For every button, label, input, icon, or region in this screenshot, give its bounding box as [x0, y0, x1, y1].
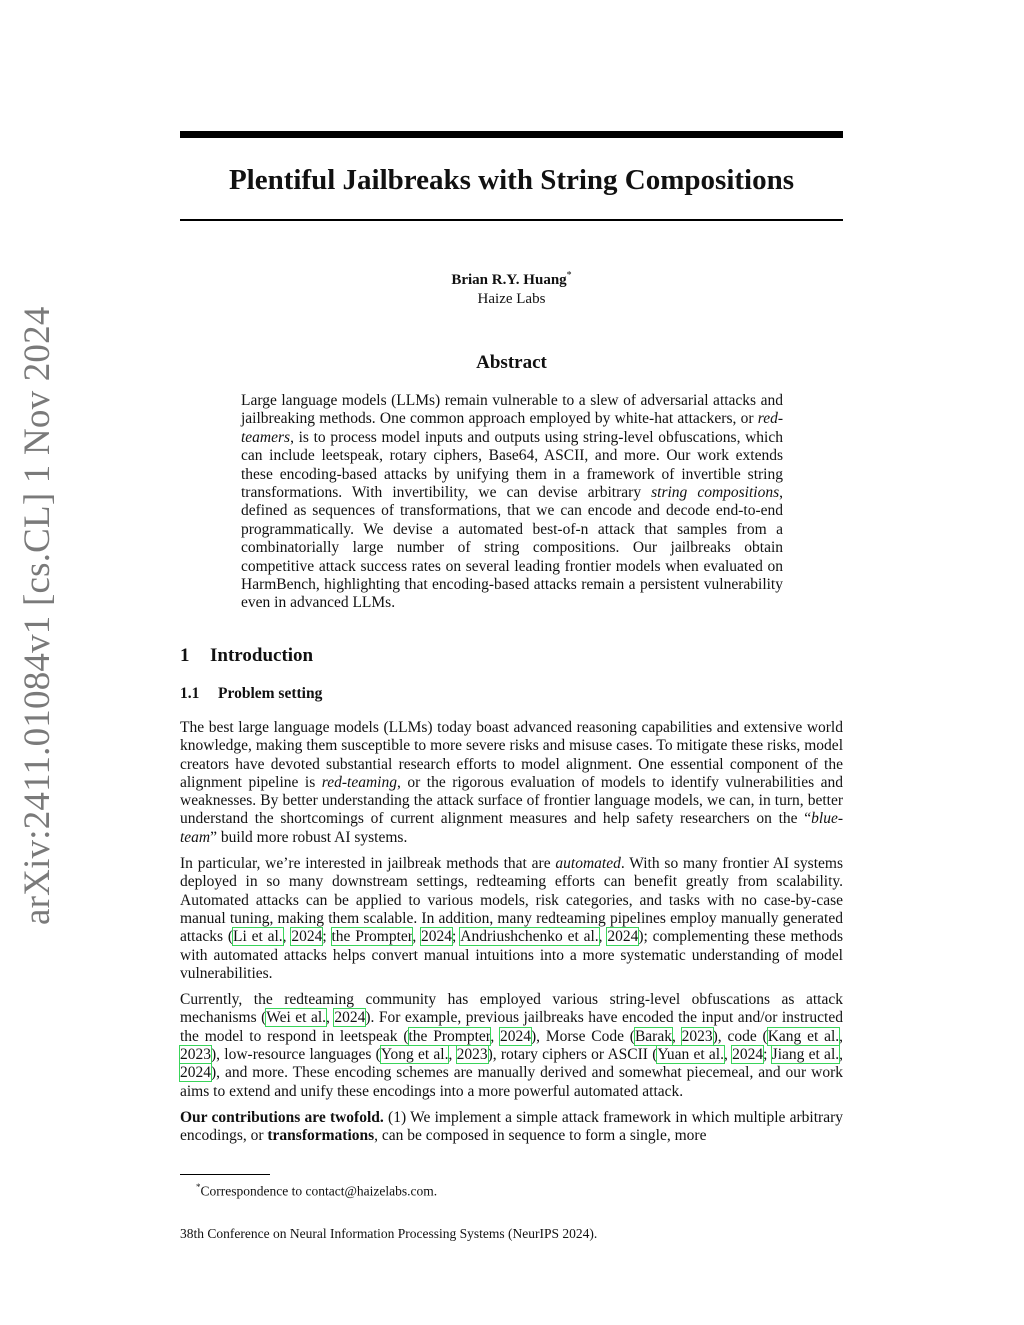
citation-link[interactable]: 2023: [180, 1046, 211, 1064]
citation-link[interactable]: 2024: [732, 1046, 764, 1064]
paragraph: Currently, the redteaming community has employed various string-level obfuscations as attack mechanisms (Wei et al., 2024). For example, previous jailbreaks have encoded the input and/or instructed the model to respond in leetspeak (the Prompter, 2024), Morse Code (Barak, 2023), code (Kang et al., 2023), low-resource languages (Yong et al., 2023), rotary ciphers or ASCII (Yuan et al., 2024; Jiang et al., 2024), and more. These encoding schemes are manually derived and somewhat piecemeal, and our work aims to extend and unify these encodings into a more powerful automated attack.: [180, 991, 843, 1100]
body-text: [180, 719, 843, 1154]
citation-link[interactable]: 2024: [180, 1064, 211, 1082]
author-line: [180, 266, 843, 290]
citation-link[interactable]: Kang et al.: [767, 1027, 840, 1045]
citation-link[interactable]: 2023: [456, 1046, 488, 1064]
paragraph: Our contributions are twofold. (1) We implement a simple attack framework in which multiple arbitrary encodings, or transformations, can be composed in sequence to form a single, more: [180, 1108, 843, 1145]
citation-link[interactable]: Andriushchenko et al.: [460, 928, 599, 946]
citation-link[interactable]: Jiang et al.: [771, 1046, 840, 1064]
citation-link[interactable]: the Prompter: [408, 1027, 491, 1045]
footnote-rule: [180, 1174, 270, 1175]
citation-link[interactable]: the Prompter: [331, 928, 413, 946]
arxiv-identifier-stamp: arXiv:2411.01084v1 [cs.CL] 1 Nov 2024: [17, 306, 58, 925]
author-footnote-mark: *: [566, 270, 572, 281]
footnote-mark: *: [196, 1182, 201, 1192]
abstract-heading: Abstract: [476, 352, 547, 373]
citation-link[interactable]: 2024: [291, 928, 323, 946]
author-affiliation: Haize Labs: [477, 291, 546, 307]
footnote: *Correspondence to contact@haizelabs.com.: [196, 1182, 438, 1199]
citation-link[interactable]: Wei et al.: [266, 1009, 327, 1027]
title-top-rule: [180, 131, 843, 138]
citation-link[interactable]: Li et al.: [233, 928, 283, 946]
citation-link[interactable]: 2024: [607, 928, 639, 946]
citation-link[interactable]: 2024: [421, 928, 453, 946]
paragraph: In particular, we’re interested in jailbreak methods that are automated. With so many frontier AI systems deployed in so many downstream settings, redteaming efforts can benefit greatly from scalability. Automated attacks can be applied to various models, risk categories, and tasks with no case-by-case manual tuning, making them scalable. In addition, many redteaming pipelines employ manually generated attacks (Li et al., 2024; the Prompter, 2024; Andriushchenko et al., 2024); complementing these methods with automated attacks helps convert manual intuitions into a more systematic understanding of model vulnerabilities.: [180, 855, 844, 982]
citation-link[interactable]: 2023: [681, 1027, 713, 1045]
paper-title: Plentiful Jailbreaks with String Compositions: [228, 164, 795, 196]
title-bottom-rule: [180, 219, 843, 221]
citation-link[interactable]: 2024: [334, 1009, 366, 1027]
citation-link[interactable]: 2024: [500, 1027, 531, 1045]
subsection-heading-problem-setting: 1.1 Problem setting: [180, 685, 323, 702]
section-heading-introduction: 1 Introduction: [180, 645, 314, 666]
venue-footer: 38th Conference on Neural Information Processing Systems (NeurIPS 2024).: [180, 1226, 598, 1241]
author-name: Brian R.Y. Huang*: [451, 270, 572, 288]
paragraph-lead: Our contributions are twofold.: [180, 1108, 384, 1126]
paragraph: The best large language models (LLMs) today boast advanced reasoning capabilities and extensive world knowledge, making them susceptible to more severe risks and misuse cases. To mitigate these risks, model creators have devoted substantial research efforts to model alignment. One essential component of the alignment pipeline is red-teaming, or the rigorous evaluation of models to identify vulnerabilities and weaknesses. By better understanding the attack surface of frontier language models, we can, in turn, better understand the shortcomings of current alignment measures and help safety researchers on the “blue-team” build more robust AI systems.: [180, 719, 843, 846]
abstract-body: Large language models (LLMs) remain vulnerable to a slew of adversarial attacks and jailbreaking methods. One common approach employed by white-hat attackers, or red-teamers, is to process model inputs and outputs using string-level obfuscations, which can include leetspeak, rotary ciphers, Base64, ASCII, and more. Our work extends these encoding-based attacks by unifying them in a framework of invertible string transformations. With invertibility, we can devise arbitrary string compositions, defined as sequences of transformations, that we can encode and decode end-to-end programmatically. We devise a automated best-of-n attack that samples from a combinatorially large number of string compositions. Our jailbreaks obtain competitive attack success rates on several leading frontier models when evaluated on HarmBench, highlighting that encoding-based attacks remain a persistent vulnerability even in advanced LLMs.: [241, 392, 784, 612]
citation-link[interactable]: Yong et al.: [380, 1046, 449, 1064]
citation-link[interactable]: Barak: [634, 1027, 672, 1045]
author-block: [180, 266, 843, 309]
citation-link[interactable]: Yuan et al.: [657, 1046, 724, 1064]
